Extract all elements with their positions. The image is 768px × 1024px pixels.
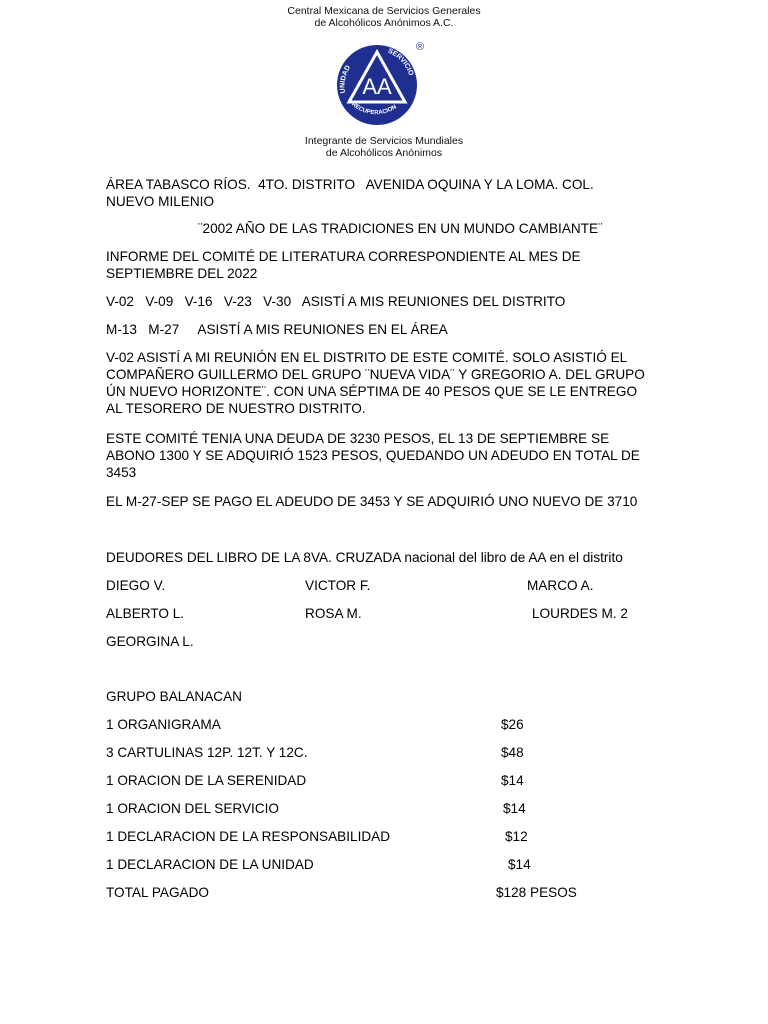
debtor-name: ALBERTO L. xyxy=(106,606,185,621)
report-title: INFORME DEL COMITÉ DE LITERATURA CORRESPONDIENTE AL MES DE SEPTIEMBRE DEL 2022 xyxy=(106,249,581,281)
item-price: $12 xyxy=(505,829,528,844)
total-value: $128 PESOS xyxy=(496,885,577,900)
debt-paragraph: ESTE COMITÉ TENIA UNA DEUDA DE 3230 PESOS, EL 13 DE SEPTIEMBRE SE ABONO 1300 Y SE ADQUIRIÓ 1523 PESOS, QUEDANDO UN ADEUDO EN TOTAL DE 3453 xyxy=(106,431,640,480)
org-name-line2: de Alcohólicos Anónimos A.C. xyxy=(314,17,454,29)
item-description: 1 ORGANIGRAMA xyxy=(106,717,221,732)
debtor-name: LOURDES M. 2 xyxy=(532,606,628,621)
item-description: 1 ORACION DE LA SERENIDAD xyxy=(106,773,307,788)
member-line xyxy=(0,135,768,159)
m27-payment-line: EL M-27-SEP SE PAGO EL ADEUDO DE 3453 Y SE ADQUIRIÓ UNO NUEVO DE 3710 xyxy=(106,494,638,509)
district-meetings: V-02 V-09 V-16 V-23 V-30 ASISTÍ A MIS REUNIONES DEL DISTRITO xyxy=(106,294,566,309)
logo-bottom-word: RECUPERACION xyxy=(350,101,398,117)
total-label: TOTAL PAGADO xyxy=(106,885,209,900)
org-name xyxy=(0,5,768,29)
logo-right-word: SERVICIO xyxy=(386,47,415,77)
motto-line: ¨2002 AÑO DE LAS TRADICIONES EN UN MUNDO CAMBIANTE¨ xyxy=(198,221,603,236)
debtors-heading: DEUDORES DEL LIBRO DE LA 8VA. CRUZADA nacional del libro de AA en el distrito xyxy=(106,550,623,565)
v02-meeting-paragraph: V-02 ASISTÍ A MI REUNIÓN EN EL DISTRITO DE ESTE COMITÉ. SOLO ASISTIÓ EL COMPAÑERO GUILLERMO DEL GRUPO ¨NUEVA VIDA¨ Y GREGORIO A. DEL GRUPO ÚN NUEVO HORIZONTE¨. CON UNA SÉPTIMA DE 40 PESOS QUE SE LE ENTREGO AL TESORERO DE NUESTRO DISTRITO. xyxy=(106,350,645,416)
item-price: $26 xyxy=(501,717,524,732)
item-description: 1 DECLARACION DE LA UNIDAD xyxy=(106,857,314,872)
area-paragraph: ÁREA TABASCO RÍOS. 4TO. DISTRITO AVENIDA OQUINA Y LA LOMA. COL. NUEVO MILENIO xyxy=(106,177,594,209)
member-line1: Integrante de Servicios Mundiales xyxy=(304,135,464,147)
debtor-name: VICTOR F. xyxy=(305,578,371,593)
group-name: GRUPO BALANACAN xyxy=(106,689,242,704)
member-line2: de Alcohólicos Anónimos xyxy=(325,147,443,159)
area-meetings: M-13 M-27 ASISTÍ A MIS REUNIONES EN EL ÁREA xyxy=(106,322,448,337)
registered-mark: ® xyxy=(416,41,425,53)
debtor-name: MARCO A. xyxy=(527,578,594,593)
debtor-name: ROSA M. xyxy=(305,606,362,621)
debtor-name: GEORGINA L. xyxy=(106,634,194,649)
logo-left-word: UNIDAD xyxy=(339,64,353,94)
item-price: $14 xyxy=(501,773,524,788)
item-price: $14 xyxy=(503,801,526,816)
item-price: $48 xyxy=(501,745,524,760)
logo-center-text: AA xyxy=(362,74,392,99)
aa-logo-icon xyxy=(331,38,427,130)
item-description: 1 DECLARACION DE LA RESPONSABILIDAD xyxy=(106,829,391,844)
item-price: $14 xyxy=(508,857,531,872)
item-description: 3 CARTULINAS 12P. 12T. Y 12C. xyxy=(106,745,308,760)
debtor-name: DIEGO V. xyxy=(106,578,166,593)
org-name-line1: Central Mexicana de Servicios Generales xyxy=(287,5,481,17)
item-description: 1 ORACION DEL SERVICIO xyxy=(106,801,279,816)
